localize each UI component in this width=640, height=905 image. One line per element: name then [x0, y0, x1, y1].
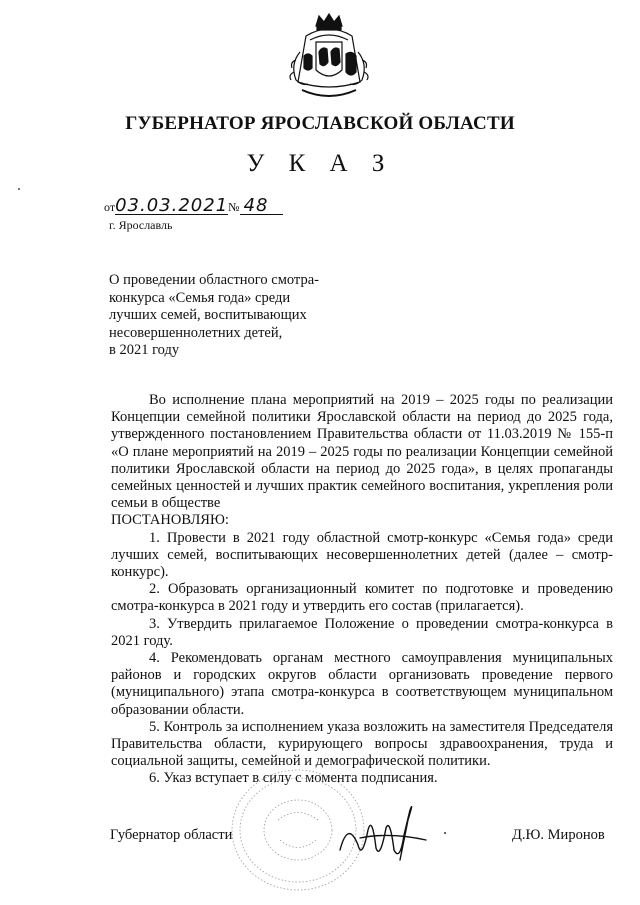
subject-line: в 2021 году [109, 342, 180, 358]
clause-1: 1. Провести в 2021 году областной смотр-конкурс «Семья года» среди лучших семей, воспитывающих несовершеннолетних детей (далее – смотр-конкурс). [111, 529, 613, 581]
date-value: 03.03.2021 [115, 195, 229, 216]
clause-5: 5. Контроль за исполнением указа возложить на заместителя Председателя Правительства области, курирующего вопросы здравоохранения, труда и социальной защиты, семейной и демографической политики. [111, 718, 613, 770]
page-title: ГУБЕРНАТОР ЯРОСЛАВСКОЙ ОБЛАСТИ [125, 113, 515, 134]
document-type: У К А З [246, 150, 394, 177]
subject-line: несовершеннолетних детей, [109, 324, 283, 341]
clause-3: 3. Утвердить прилагаемое Положение о проведении смотра-конкурса в 2021 году. [111, 615, 613, 649]
preamble: Во исполнение плана мероприятий на 2019 – 2025 годы по реализации Концепции семейной политики Ярославской области на период до 2025 года, утвержденного постановлением Правительства области от 11.03.2019 № 155-п «О плане мероприятий на 2019 – 2025 годы по реализации Концепции семейной политики Ярославской области на период до 2025 года», в целях пропаганды семейных ценностей и лучших практик семейного воспитания, укрепления роли семьи в обществе [111, 392, 613, 512]
coat-of-arms-icon [286, 12, 372, 104]
number-prefix: № [228, 200, 240, 214]
separator-dot [444, 832, 446, 834]
subject-line: О проведении областного смотра- [109, 272, 319, 288]
signer-position: Губернатор области [110, 827, 233, 843]
subject-line: конкурса «Семья года» среди [109, 289, 291, 306]
scan-speck [18, 188, 20, 190]
resolve-word: ПОСТАНОВЛЯЮ: [111, 512, 229, 529]
number-value: 48 [240, 198, 283, 215]
date-number-line [104, 195, 283, 216]
subject-block [109, 272, 369, 360]
city: г. Ярославль [109, 218, 173, 232]
document-body [111, 392, 613, 788]
signature-mark [330, 790, 440, 870]
subject-line: лучших семей, воспитывающих [109, 307, 307, 323]
clause-2: 2. Образовать организационный комитет по подготовке и проведению смотра-конкурса в 2021 году и утвердить его состав (прилагается). [111, 581, 613, 615]
clause-6: 6. Указ вступает в силу с момента подписания. [149, 770, 438, 787]
signer-name: Д.Ю. Миронов [512, 827, 605, 843]
date-prefix: от [104, 200, 116, 214]
clause-4: 4. Рекомендовать органам местного самоуправления муниципальных районов и городских округов области организовать проведение первого (муниципального) этапа смотра-конкурса в соответствующем муниципальном образовании области. [111, 650, 613, 718]
